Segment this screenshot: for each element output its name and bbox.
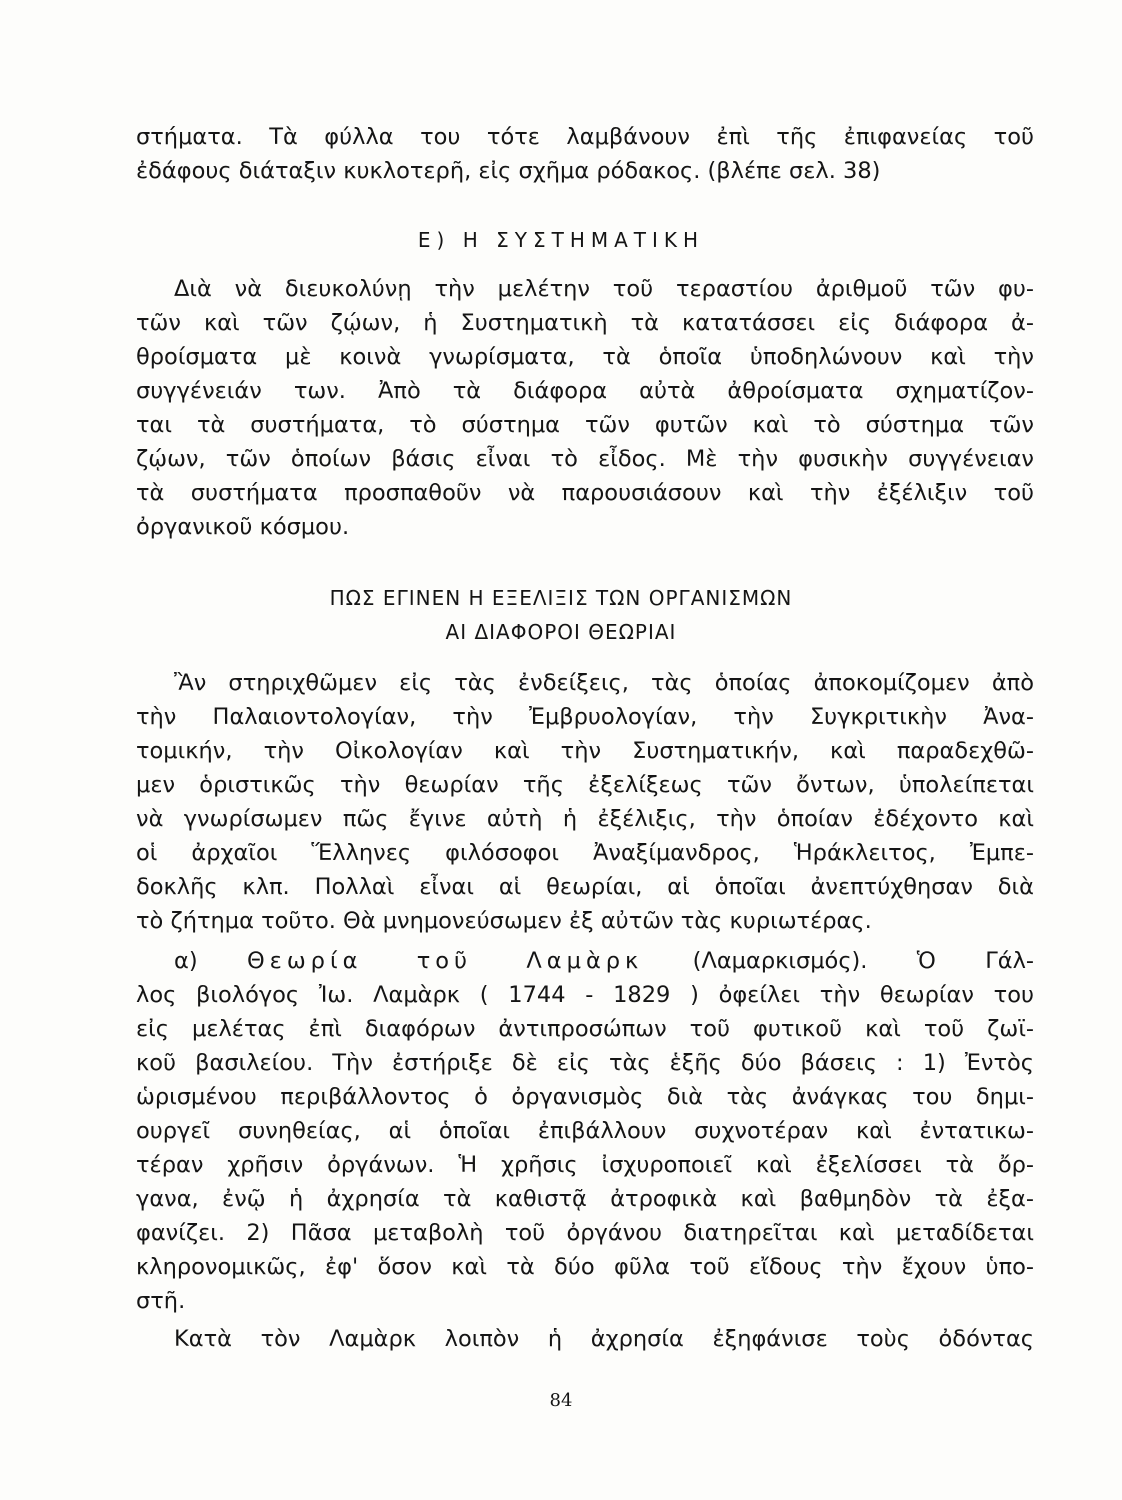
text-line: τὴν Παλαιοντολογίαν, τὴν Ἐμβρυολογίαν, τὴν Συγκριτικὴν Ἀνα- bbox=[136, 704, 1034, 730]
text-line: Κατὰ τὸν Λαμὰρκ λοιπὸν ἡ ἀχρησία ἐξηφάνισε τοὺς ὀδόντας bbox=[174, 1326, 1034, 1352]
list-label: α) bbox=[174, 948, 198, 974]
paragraph-continuation bbox=[136, 126, 1034, 194]
text-line: κληρονομικῶς, ἐφ' ὅσον καὶ τὰ δύο φῦλα τοῦ εἴδους τὴν ἔχουν ὑπο- bbox=[136, 1254, 1034, 1280]
text-line: ὡρισμένου περιβάλλοντος ὁ ὀργανισμὸς διὰ τὰς ἀνάγκας του δημι- bbox=[136, 1084, 1034, 1110]
text-line: κοῦ βασιλείου. Τὴν ἐστήριξε δὲ εἰς τὰς ἑξῆς δύο βάσεις : 1) Ἐντὸς bbox=[136, 1050, 1034, 1076]
text-line: στήματα. Τὰ φύλλα του τότε λαμβάνουν ἐπὶ τῆς ἐπιφανείας τοῦ bbox=[136, 124, 1034, 150]
paragraph-systematics bbox=[136, 278, 1034, 550]
text-line: γανα, ἐνῷ ἡ ἀχρησία τὰ καθιστᾷ ἀτροφικὰ καὶ βαθμηδὸν τὰ ἐξα- bbox=[136, 1186, 1034, 1212]
text-fragment: (Λαμαρκισμός). Ὁ Γάλ- bbox=[692, 948, 1035, 974]
text-line: εἰς μελέτας ἐπὶ διαφόρων ἀντιπροσώπων τοῦ φυτικοῦ καὶ τοῦ ζωϊ- bbox=[136, 1016, 1034, 1042]
text-line: τὸ ζήτημα τοῦτο. Θὰ μνημονεύσωμεν ἐξ αὐτῶν τὰς κυριωτέρας. bbox=[136, 908, 872, 934]
section-heading-systematics: Ε) Η ΣΥΣΤΗΜΑΤΙΚΗ bbox=[417, 228, 705, 252]
text-line: ουργεῖ συνηθείας, αἱ ὁποῖαι ἐπιβάλλουν συχνοτέραν καὶ ἐντατικω- bbox=[136, 1118, 1034, 1144]
text-line: συγγένειάν των. Ἀπὸ τὰ διάφορα αὐτὰ ἀθροίσματα σχηματίζον- bbox=[136, 378, 1034, 404]
text-line: οἱ ἀρχαῖοι Ἕλληνες φιλόσοφοι Ἀναξίμανδρος, Ἡράκλειτος, Ἐμπε- bbox=[136, 840, 1034, 866]
text-line: ται τὰ συστήματα, τὸ σύστημα τῶν φυτῶν καὶ τὸ σύστημα τῶν bbox=[136, 412, 1034, 438]
text-line: τομικήν, τὴν Οἰκολογίαν καὶ τὴν Συστηματικήν, καὶ παραδεχθῶ- bbox=[136, 738, 1034, 764]
text-line: ὀργανικοῦ κόσμου. bbox=[136, 514, 350, 540]
text-line: φανίζει. 2) Πᾶσα μεταβολὴ τοῦ ὀργάνου διατηρεῖται καὶ μεταδίδεται bbox=[136, 1220, 1034, 1246]
text-line: τέραν χρῆσιν ὀργάνων. Ἡ χρῆσις ἰσχυροποιεῖ καὶ ἐξελίσσει τὰ ὄρ- bbox=[136, 1152, 1034, 1178]
text-line: τῶν καὶ τῶν ζῴων, ἡ Συστηματικὴ τὰ κατατάσσει εἰς διάφορα ἀ- bbox=[136, 310, 1034, 336]
text-line: δοκλῆς κλπ. Πολλαὶ εἶναι αἱ θεωρίαι, αἱ ὁποῖαι ἀνεπτύχθησαν διὰ bbox=[136, 874, 1034, 900]
text-line: στῆ. bbox=[136, 1288, 186, 1314]
paragraph-lamarck-conclusion bbox=[136, 1328, 1034, 1362]
text-line: μεν ὁριστικῶς τὴν θεωρίαν τῆς ἐξελίξεως τῶν ὄντων, ὑπολείπεται bbox=[136, 772, 1034, 798]
text-line: Διὰ νὰ διευκολύνῃ τὴν μελέτην τοῦ τεραστίου ἀριθμοῦ τῶν φυ- bbox=[174, 276, 1034, 302]
text-line: λος βιολόγος Ἰω. Λαμὰρκ ( 1744 - 1829 ) ὀφείλει τὴν θεωρίαν του bbox=[136, 982, 1034, 1008]
section-heading-evolution: ΠΩΣ ΕΓΙΝΕΝ Η ΕΞΕΛΙΞΙΣ ΤΩΝ ΟΡΓΑΝΙΣΜΩΝ bbox=[329, 586, 793, 610]
text-line: ζῴων, τῶν ὁποίων βάσις εἶναι τὸ εἶδος. Μὲ τὴν φυσικὴν συγγένειαν bbox=[136, 446, 1034, 472]
page-number: 84 bbox=[549, 1390, 573, 1411]
text-line: τὰ συστήματα προσπαθοῦν νὰ παρουσιάσουν καὶ τὴν ἐξέλιξιν τοῦ bbox=[136, 480, 1034, 506]
text-line: Ἂν στηριχθῶμεν εἰς τὰς ἐνδείξεις, τὰς ὁποίας ἀποκομίζομεν ἀπὸ bbox=[174, 670, 1034, 696]
paragraph-lamarck bbox=[136, 950, 1034, 1324]
paragraph-evolution bbox=[136, 672, 1034, 944]
text-line: νὰ γνωρίσωμεν πῶς ἔγινε αὐτὴ ἡ ἐξέλιξις, τὴν ὁποίαν ἐδέχοντο καὶ bbox=[136, 806, 1034, 832]
text-line: ἐδάφους διάταξιν κυκλοτερῆ, εἰς σχῆμα ρόδακος. (βλέπε σελ. 38) bbox=[136, 158, 881, 184]
text-line: θροίσματα μὲ κοινὰ γνωρίσματα, τὰ ὁποῖα ὑποδηλώνουν καὶ τὴν bbox=[136, 344, 1034, 370]
section-subheading-theories: ΑΙ ΔΙΑΦΟΡΟΙ ΘΕΩΡΙΑΙ bbox=[445, 620, 677, 644]
lamarck-heading-line bbox=[136, 950, 1034, 984]
lamarck-theory-term: Θεωρία τοῦ Λαμὰρκ bbox=[246, 948, 644, 974]
